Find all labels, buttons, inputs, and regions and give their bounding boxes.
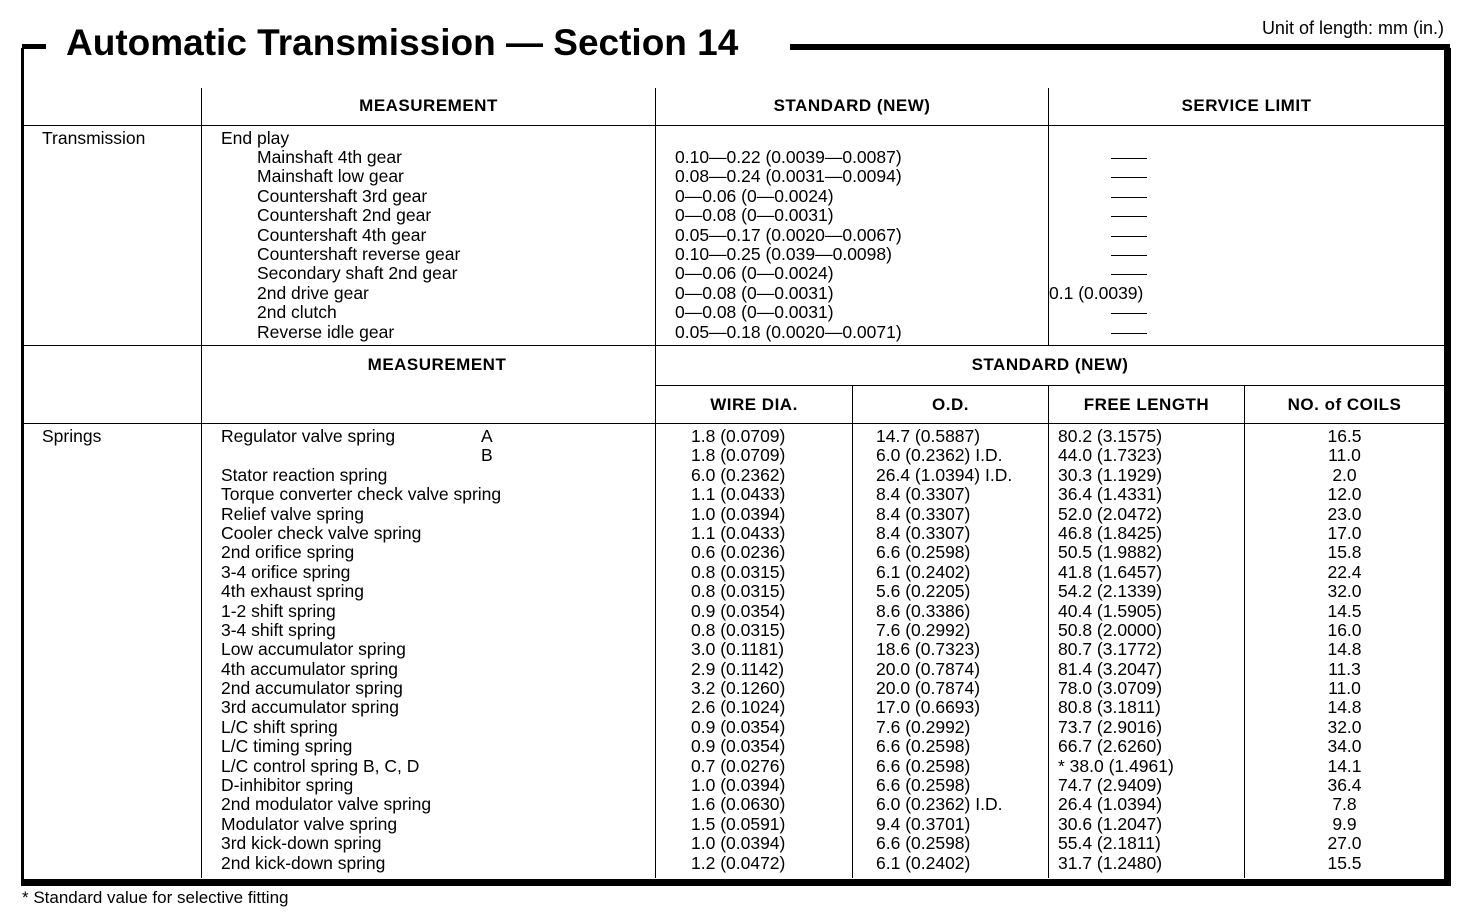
od-value: 18.6 (0.7323) <box>876 639 981 660</box>
wire-dia-value: 1.8 (0.0709) <box>691 445 786 466</box>
free-length-value: 81.4 (3.2047) <box>1058 658 1163 679</box>
od-value: 6.6 (0.2598) <box>876 775 971 796</box>
wire-dia-value: 1.1 (0.0433) <box>691 522 786 543</box>
coil-count-value: 9.9 <box>1332 813 1357 834</box>
standard-value: 0—0.08 (0—0.0031) <box>675 302 834 323</box>
end-play-service-limits <box>1049 148 1209 342</box>
od-value: 20.0 (0.7874) <box>876 658 981 679</box>
wire-dia-value: 3.2 (0.1260) <box>691 678 786 699</box>
coil-count-value: 27.0 <box>1327 833 1362 854</box>
free-length-value: 30.3 (1.1929) <box>1058 464 1163 485</box>
spring-variants <box>481 427 493 873</box>
od-value: 7.6 (0.2992) <box>876 619 971 640</box>
free-length-value: 40.4 (1.5905) <box>1058 600 1163 621</box>
header-service-limit: SERVICE LIMIT <box>1181 96 1312 115</box>
no-limit-dash <box>1111 158 1147 159</box>
spring-name: 4th accumulator spring <box>221 658 399 679</box>
wire-dia-value: 0.6 (0.0236) <box>691 542 786 563</box>
wire-dia-value: 0.8 (0.0315) <box>691 581 786 602</box>
table2-subheader-rule-1 <box>655 385 1444 386</box>
coil-count-value: 7.8 <box>1332 794 1357 815</box>
end-play-item: Countershaft 4th gear <box>257 224 427 245</box>
end-play-item: Secondary shaft 2nd gear <box>257 263 458 284</box>
header-standard-new: STANDARD (NEW) <box>773 96 931 115</box>
service-limit-value <box>1049 148 1209 167</box>
coil-count-value: 32.0 <box>1327 581 1362 602</box>
od-value: 6.6 (0.2598) <box>876 736 971 757</box>
coil-count-value: 2.0 <box>1332 464 1357 485</box>
spring-variant <box>481 737 493 756</box>
spring-variant <box>481 602 493 621</box>
wire-dia-value: 1.6 (0.0630) <box>691 794 786 815</box>
spring-name: Relief valve spring <box>221 503 364 524</box>
footnote: * Standard value for selective fitting <box>22 888 289 907</box>
spring-variant: B <box>481 445 493 466</box>
spring-variant <box>481 524 493 543</box>
coil-count-value: 11.0 <box>1328 678 1361 699</box>
coil-count-value: 23.0 <box>1327 503 1362 524</box>
wire-dia-value: 0.9 (0.0354) <box>691 600 786 621</box>
free-length-value: 80.8 (3.1811) <box>1058 697 1161 718</box>
spring-name <box>221 446 501 465</box>
header-standard-new-2: STANDARD (NEW) <box>971 355 1129 374</box>
standard-value: 0.10—0.22 (0.0039—0.0087) <box>675 147 902 167</box>
end-play-item: Countershaft 2nd gear <box>257 205 432 226</box>
spring-name: 3rd kick-down spring <box>221 833 382 854</box>
spring-variant <box>481 543 493 562</box>
wire-dia-value: 1.0 (0.0394) <box>691 833 786 854</box>
spring-variant <box>481 834 493 853</box>
service-limit-value <box>1049 226 1209 245</box>
spring-name: 3-4 shift spring <box>221 619 336 640</box>
spring-coil-counts <box>1245 427 1444 873</box>
end-play-item: Mainshaft 4th gear <box>257 147 402 167</box>
page-title: Automatic Transmission — Section 14 <box>66 22 739 63</box>
coil-count-value: 11.0 <box>1328 445 1361 466</box>
spring-variant <box>481 582 493 601</box>
coil-count-value: 22.4 <box>1327 561 1362 582</box>
wire-dia-value: 1.2 (0.0472) <box>691 852 786 873</box>
od-value: 8.4 (0.3307) <box>876 503 971 524</box>
wire-dia-value: 0.9 (0.0354) <box>691 716 786 737</box>
header-wire-dia: WIRE DIA. <box>710 395 798 414</box>
end-play-item: Mainshaft low gear <box>257 166 404 187</box>
coil-count-value: 17.0 <box>1327 522 1362 543</box>
free-length-value: 52.0 (2.0472) <box>1058 503 1163 524</box>
spring-name: 2nd modulator valve spring <box>221 794 432 815</box>
spring-free-length-values <box>1058 427 1174 873</box>
spring-variant <box>481 757 493 776</box>
spring-name: 3-4 orifice spring <box>221 561 351 582</box>
wire-dia-value: 1.0 (0.0394) <box>691 503 786 524</box>
od-value: 6.6 (0.2598) <box>876 542 971 563</box>
spring-od-values <box>876 427 1012 873</box>
od-value: 8.4 (0.3307) <box>876 522 971 543</box>
spring-name: 3rd accumulator spring <box>221 697 399 718</box>
free-length-value: 55.4 (2.1811) <box>1058 833 1161 854</box>
spring-variant <box>481 563 493 582</box>
spring-name: L/C timing spring <box>221 736 353 757</box>
wire-dia-value: 2.6 (0.1024) <box>691 697 786 718</box>
spring-variant: A <box>481 426 493 446</box>
free-length-value: 44.0 (1.7323) <box>1058 445 1163 466</box>
spring-variant <box>481 679 493 698</box>
wire-dia-value: 2.9 (0.1142) <box>691 658 785 679</box>
od-value: 17.0 (0.6693) <box>876 697 981 718</box>
spring-variant <box>481 854 493 873</box>
table2-subheader-rule-2 <box>24 423 1444 424</box>
wire-dia-value: 1.5 (0.0591) <box>691 813 786 834</box>
coil-count-value: 16.0 <box>1327 619 1362 640</box>
od-value: 6.0 (0.2362) I.D. <box>876 794 1003 815</box>
coil-count-value: 14.8 <box>1327 639 1362 660</box>
coil-count-value: 15.8 <box>1327 542 1362 563</box>
wire-dia-value: 1.1 (0.0433) <box>691 484 786 505</box>
no-limit-dash <box>1111 333 1147 334</box>
category-springs: Springs <box>42 426 102 446</box>
wire-dia-value: 1.0 (0.0394) <box>691 775 786 796</box>
free-length-value: 50.8 (2.0000) <box>1058 619 1163 640</box>
table2-col-divider-4 <box>1048 386 1049 878</box>
standard-value: 0.05—0.18 (0.0020—0.0071) <box>675 321 902 342</box>
free-length-value: * 38.0 (1.4961) <box>1058 755 1174 776</box>
no-limit-dash <box>1111 255 1147 256</box>
free-length-value: 73.7 (2.9016) <box>1058 716 1163 737</box>
coil-count-value: 14.1 <box>1327 755 1362 776</box>
no-limit-dash <box>1111 236 1147 237</box>
header-free-length: FREE LENGTH <box>1083 395 1210 414</box>
no-limit-dash <box>1111 197 1147 198</box>
end-play-standard-values <box>675 148 902 342</box>
header-measurement: MEASUREMENT <box>359 96 498 115</box>
free-length-value: 78.0 (3.0709) <box>1058 678 1163 699</box>
spring-name: L/C shift spring <box>221 716 338 737</box>
spring-variant <box>481 776 493 795</box>
spring-name: Torque converter check valve spring <box>221 484 502 505</box>
spring-name: 2nd orifice spring <box>221 542 355 563</box>
free-length-value: 66.7 (2.6260) <box>1058 736 1163 757</box>
spring-variant <box>481 718 493 737</box>
service-limit-value <box>1049 264 1209 283</box>
standard-value: 0—0.06 (0—0.0024) <box>675 263 834 284</box>
spring-variant <box>481 485 493 504</box>
service-limit-value <box>1049 167 1209 186</box>
free-length-value: 46.8 (1.8425) <box>1058 522 1163 543</box>
coil-count-value: 15.5 <box>1327 852 1362 873</box>
od-value: 7.6 (0.2992) <box>876 716 971 737</box>
wire-dia-value: 0.8 (0.0315) <box>691 619 786 640</box>
end-play-items <box>257 148 460 342</box>
spring-variant <box>481 466 493 485</box>
free-length-value: 80.2 (3.1575) <box>1058 426 1163 446</box>
end-play-item: Countershaft 3rd gear <box>257 185 428 206</box>
spring-name: Cooler check valve spring <box>221 522 422 543</box>
service-limit-value <box>1049 245 1209 264</box>
od-value: 8.6 (0.3386) <box>876 600 971 621</box>
service-limit-value <box>1049 303 1209 322</box>
wire-dia-value: 0.7 (0.0276) <box>691 755 786 776</box>
coil-count-value: 16.5 <box>1327 426 1362 446</box>
unit-note: Unit of length: mm (in.) <box>1261 18 1444 38</box>
service-limit-value <box>1049 323 1209 342</box>
standard-value: 0.05—0.17 (0.0020—0.0067) <box>675 224 902 245</box>
spring-name: D-inhibitor spring <box>221 775 354 796</box>
spring-name: Low accumulator spring <box>221 639 406 660</box>
free-length-value: 54.2 (2.1339) <box>1058 581 1163 602</box>
free-length-value: 41.8 (1.6457) <box>1058 561 1163 582</box>
spring-variant <box>481 815 493 834</box>
spring-variant <box>481 660 493 679</box>
wire-dia-value: 6.0 (0.2362) <box>691 464 786 485</box>
table2-col-divider-3 <box>852 386 853 878</box>
standard-value: 0—0.08 (0—0.0031) <box>675 205 834 226</box>
wire-dia-value: 0.9 (0.0354) <box>691 736 786 757</box>
table2-col-divider-2 <box>655 346 656 878</box>
end-play-item: Countershaft reverse gear <box>257 243 461 264</box>
standard-value: 0—0.08 (0—0.0031) <box>675 282 834 303</box>
free-length-value: 80.7 (3.1772) <box>1058 639 1163 660</box>
table1-header-rule <box>24 125 1444 126</box>
free-length-value: 30.6 (1.2047) <box>1058 813 1163 834</box>
spring-wire-dia-values <box>691 427 785 873</box>
spring-name: 1-2 shift spring <box>221 600 336 621</box>
od-value: 6.1 (0.2402) <box>876 561 971 582</box>
wire-dia-value: 0.8 (0.0315) <box>691 561 786 582</box>
wire-dia-value: 3.0 (0.1181) <box>691 639 785 660</box>
table-divider <box>24 345 1444 346</box>
coil-count-value: 12.0 <box>1327 484 1362 505</box>
od-value: 26.4 (1.0394) I.D. <box>876 464 1013 485</box>
service-limit-value <box>1049 206 1209 225</box>
table1-col-divider-1 <box>201 88 202 346</box>
no-limit-dash <box>1111 177 1147 178</box>
od-value: 14.7 (0.5887) <box>876 426 981 446</box>
end-play-label: End play <box>221 128 290 148</box>
spring-name: 2nd kick-down spring <box>221 852 386 873</box>
table2-col-divider-1 <box>201 346 202 878</box>
no-limit-dash <box>1111 274 1147 275</box>
od-value: 6.1 (0.2402) <box>876 852 971 873</box>
spring-variant <box>481 640 493 659</box>
spring-name: 4th exhaust spring <box>221 581 365 602</box>
spring-variant <box>481 698 493 717</box>
od-value: 5.6 (0.2205) <box>876 581 971 602</box>
table1-col-divider-2 <box>655 88 656 346</box>
spring-items <box>221 427 501 873</box>
service-limit-value <box>1049 187 1209 206</box>
free-length-value: 50.5 (1.9882) <box>1058 542 1163 563</box>
end-play-item: 2nd drive gear <box>257 282 369 303</box>
service-limit-value: 0.1 (0.0039) <box>1049 282 1144 303</box>
spring-variant <box>481 795 493 814</box>
spring-variant <box>481 505 493 524</box>
spring-name: 2nd accumulator spring <box>221 678 403 699</box>
od-value: 6.0 (0.2362) I.D. <box>876 445 1003 466</box>
header-od: O.D. <box>932 395 969 414</box>
no-limit-dash <box>1111 313 1147 314</box>
wire-dia-value: 1.8 (0.0709) <box>691 426 786 446</box>
coil-count-value: 36.4 <box>1327 775 1362 796</box>
standard-value: 0.08—0.24 (0.0031—0.0094) <box>675 166 902 187</box>
spring-name: L/C control spring B, C, D <box>221 755 420 776</box>
od-value: 9.4 (0.3701) <box>876 813 971 834</box>
od-value: 6.6 (0.2598) <box>876 833 971 854</box>
no-limit-dash <box>1111 216 1147 217</box>
header-no-of-coils: NO. of COILS <box>1287 395 1402 414</box>
spring-name: Regulator valve spring <box>221 426 396 446</box>
od-value: 6.6 (0.2598) <box>876 755 971 776</box>
coil-count-value: 14.5 <box>1327 600 1362 621</box>
category-transmission: Transmission <box>42 128 146 148</box>
spring-name: Modulator valve spring <box>221 813 398 834</box>
coil-count-value: 32.0 <box>1327 716 1362 737</box>
coil-count-value: 14.8 <box>1327 697 1362 718</box>
end-play-item: Reverse idle gear <box>257 321 395 342</box>
free-length-value: 26.4 (1.0394) <box>1058 794 1163 815</box>
free-length-value: 31.7 (1.2480) <box>1058 852 1163 873</box>
standard-value: 0.10—0.25 (0.039—0.0098) <box>675 243 892 264</box>
standard-value: 0—0.06 (0—0.0024) <box>675 185 834 206</box>
header-measurement-2: MEASUREMENT <box>367 355 507 374</box>
coil-count-value: 11.3 <box>1328 658 1361 679</box>
free-length-value: 74.7 (2.9409) <box>1058 775 1163 796</box>
spring-variant <box>481 621 493 640</box>
od-value: 8.4 (0.3307) <box>876 484 971 505</box>
end-play-item: 2nd clutch <box>257 302 337 323</box>
spring-name: Stator reaction spring <box>221 464 388 485</box>
free-length-value: 36.4 (1.4331) <box>1058 484 1163 505</box>
coil-count-value: 34.0 <box>1327 736 1362 757</box>
od-value: 20.0 (0.7874) <box>876 678 981 699</box>
